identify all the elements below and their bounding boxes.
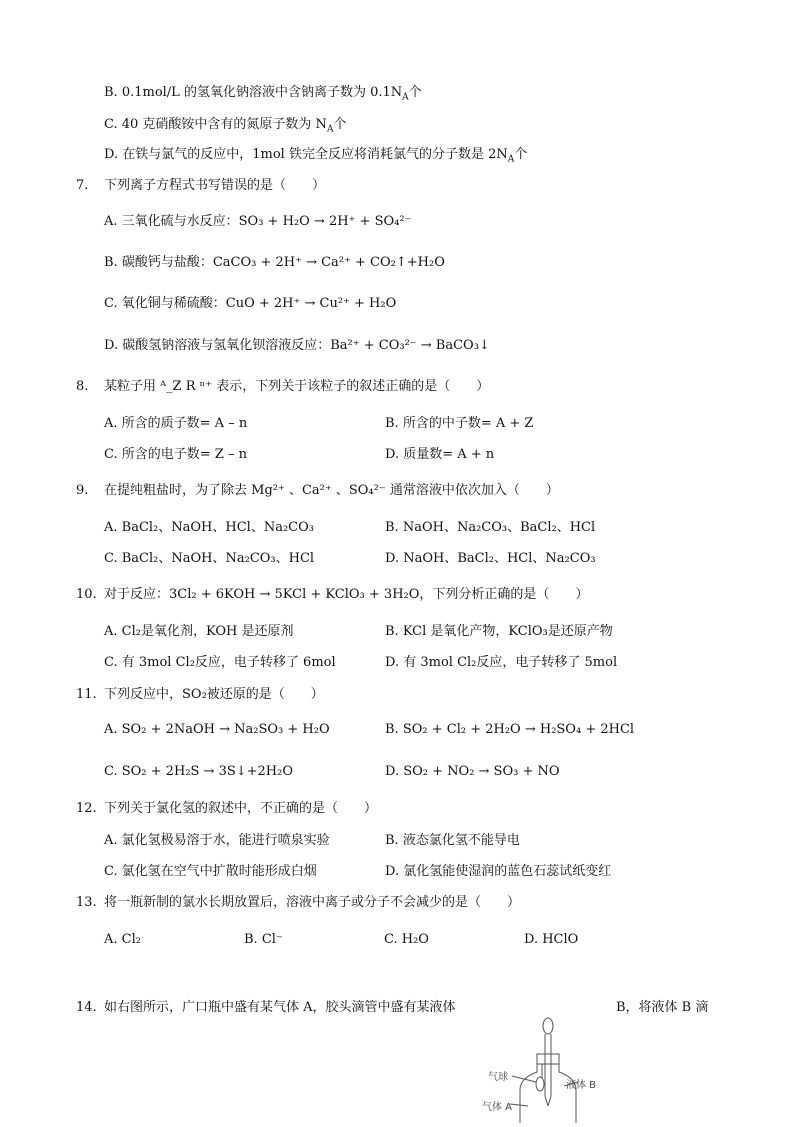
label-gas-a: 气体 A	[482, 1102, 513, 1113]
q13-option-d: D. HClO	[524, 932, 579, 947]
q8-option-b: B. 所含的中子数= A + Z	[385, 416, 534, 431]
q13-option-b: B. Cl⁻	[244, 932, 283, 947]
q9-option-d: D. NaOH、BaCl₂、HCl、Na₂CO₃	[385, 551, 596, 566]
q11-option-b: B. SO₂ + Cl₂ + 2H₂O → H₂SO₄ + 2HCl	[385, 722, 635, 737]
q10-option-d: D. 有 3mol Cl₂反应，电子转移了 5mol	[385, 655, 618, 670]
prev-option-c	[104, 116, 346, 134]
q8-number: 8.	[76, 379, 89, 394]
q14-stem: 如右图所示，广口瓶中盛有某气体 A，胶头滴管中盛有某液体	[104, 1000, 456, 1015]
prev-option-c-text: C. 40 克硝酸铵中含有的氮原子数为 N	[104, 117, 327, 132]
prev-option-b	[104, 84, 422, 102]
q12-stem: 下列关于氯化氢的叙述中，不正确的是（ ）	[104, 801, 378, 816]
prev-option-d-text: D. 在铁与氯气的反应中，1mol 铁完全反应将消耗氯气的分子数是 2N	[104, 147, 508, 162]
prev-option-d-end: 个	[514, 147, 528, 162]
q8-option-d: D. 质量数= A + n	[385, 447, 495, 462]
apparatus-figure	[480, 1016, 620, 1123]
q7-option-d: D. 碳酸氢钠溶液与氢氧化钡溶液反应：Ba²⁺ + CO₃²⁻ → BaCO₃↓	[104, 338, 490, 353]
q13-option-c: C. H₂O	[384, 932, 429, 947]
q12-option-c: C. 氯化氢在空气中扩散时能形成白烟	[104, 864, 317, 879]
prev-option-d-sub: A	[507, 154, 515, 165]
q14-stem-end: B，将液体 B 滴	[616, 1000, 709, 1015]
q11-stem: 下列反应中，SO₂被还原的是（ ）	[104, 687, 324, 702]
q8-option-a: A. 所含的质子数= A – n	[104, 416, 248, 431]
q14-number: 14.	[76, 1000, 97, 1015]
q10-stem: 对于反应：3Cl₂ + 6KOH → 5KCl + KClO₃ + 3H₂O，下列分析正确的是（ ）	[104, 587, 589, 602]
q10-option-a: A. Cl₂是氧化剂，KOH 是还原剂	[104, 624, 294, 639]
q7-option-b: B. 碳酸钙与盐酸：CaCO₃ + 2H⁺ → Ca²⁺ + CO₂↑+H₂O	[104, 255, 445, 270]
q9-stem: 在提纯粗盐时，为了除去 Mg²⁺ 、Ca²⁺ 、SO₄²⁻ 通常溶液中依次加入（ ）	[104, 483, 559, 498]
label-liquid-b: 液体 B	[566, 1080, 597, 1091]
q11-option-a: A. SO₂ + 2NaOH → Na₂SO₃ + H₂O	[104, 722, 330, 737]
prev-option-b-text: B. 0.1mol/L 的氢氧化钠溶液中含钠离子数为 0.1N	[104, 85, 403, 100]
prev-option-c-sub: A	[326, 124, 334, 135]
prev-option-b-end: 个	[408, 85, 422, 100]
prev-option-b-sub: A	[402, 92, 409, 103]
q8-option-c: C. 所含的电子数= Z – n	[104, 447, 247, 462]
q7-option-a: A. 三氧化硫与水反应：SO₃ + H₂O → 2H⁺ + SO₄²⁻	[104, 214, 412, 229]
q12-option-d: D. 氯化氢能使湿润的蓝色石蕊试纸变红	[385, 864, 612, 879]
prev-option-c-end: 个	[333, 117, 347, 132]
q13-option-a: A. Cl₂	[104, 932, 141, 947]
q10-option-c: C. 有 3mol Cl₂反应，电子转移了 6mol	[104, 655, 336, 670]
prev-option-d	[104, 146, 527, 164]
q11-number: 11.	[76, 687, 97, 702]
label-balloon: 气球	[488, 1072, 508, 1083]
q12-option-b: B. 液态氯化氢不能导电	[385, 833, 520, 848]
q8-stem: 某粒子用 ᴬ_Z R ⁿ⁺ 表示，下列关于该粒子的叙述正确的是（ ）	[104, 379, 490, 394]
q10-option-b: B. KCl 是氧化产物，KClO₃是还原产物	[385, 624, 613, 639]
q13-number: 13.	[76, 895, 97, 910]
q10-number: 10.	[76, 587, 97, 602]
q9-option-a: A. BaCl₂、NaOH、HCl、Na₂CO₃	[104, 520, 314, 535]
q9-option-b: B. NaOH、Na₂CO₃、BaCl₂、HCl	[385, 520, 596, 535]
q12-option-a: A. 氯化氢极易溶于水，能进行喷泉实验	[104, 833, 330, 848]
q9-number: 9.	[76, 483, 89, 498]
q12-number: 12.	[76, 801, 97, 816]
q11-option-d: D. SO₂ + NO₂ → SO₃ + NO	[385, 764, 560, 779]
q7-option-c: C. 氧化铜与稀硫酸：CuO + 2H⁺ → Cu²⁺ + H₂O	[104, 296, 397, 311]
q9-option-c: C. BaCl₂、NaOH、Na₂CO₃、HCl	[104, 551, 315, 566]
q7-number: 7.	[76, 178, 89, 193]
q11-option-c: C. SO₂ + 2H₂S → 3S↓+2H₂O	[104, 764, 294, 779]
q7-stem: 下列离子方程式书写错误的是（ ）	[104, 178, 326, 193]
q13-stem: 将一瓶新制的氯水长期放置后，溶液中离子或分子不会减少的是（ ）	[104, 895, 521, 910]
